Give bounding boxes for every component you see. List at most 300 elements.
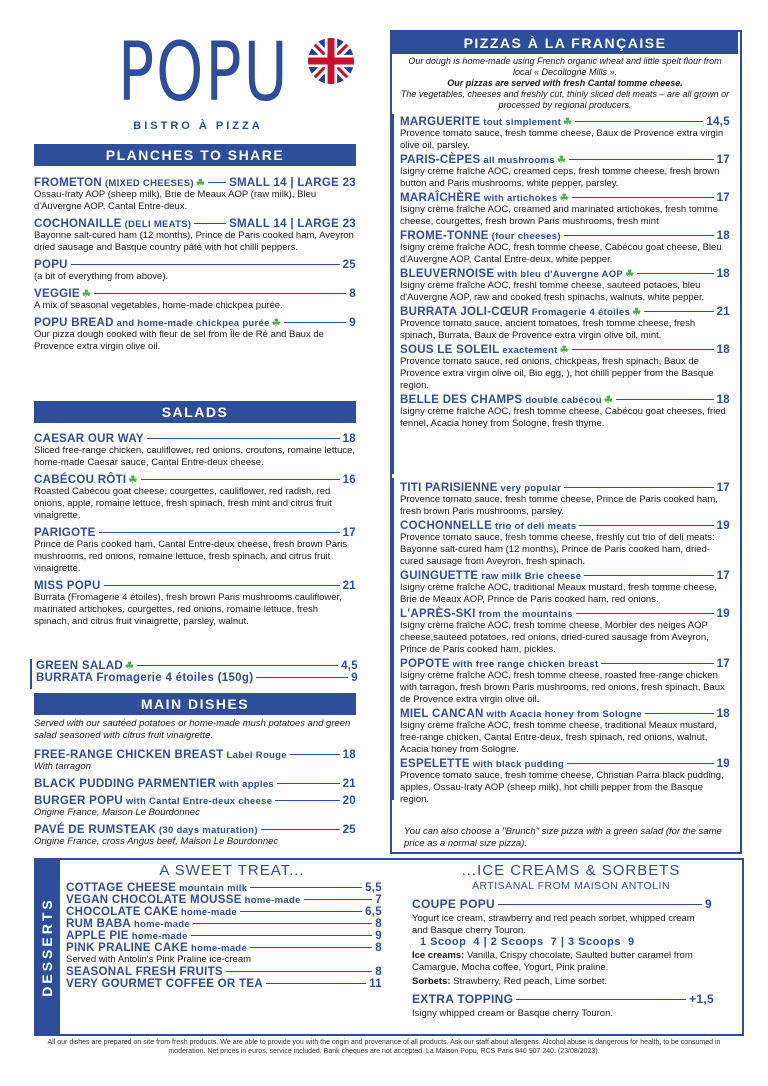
menu-item-desc: Provence tomato sauce, red onions, chickpeas, fresh spinach, Baux de Provence extra virgin olive oil, Bio egg, ), hot chilli pepper from the Basque region. <box>400 356 714 391</box>
menu-item <box>400 482 730 518</box>
menu-item <box>400 520 730 568</box>
leaf-icon: ☘ <box>625 269 635 280</box>
menu-item-title <box>66 942 382 954</box>
menu-item-title <box>400 520 730 532</box>
menu-item-name: FROME-TONNE (four cheeses) <box>400 230 561 242</box>
menu-item-extra: tout simplement <box>480 117 562 128</box>
menu-item <box>66 942 382 966</box>
menu-item-name: SEASONAL FRESH FRUITS <box>66 966 223 978</box>
menu-item-name: CHOCOLATE CAKE home-made <box>66 906 237 918</box>
menu-item-title <box>34 177 356 189</box>
logo-tagline: BISTRO À PIZZA <box>133 120 263 132</box>
leader-line <box>584 575 713 576</box>
leader-line <box>191 935 373 936</box>
leader-line <box>572 349 714 350</box>
menu-item-title <box>400 344 730 356</box>
pizzas-header: PIZZAS À LA FRANÇAISE <box>392 32 738 54</box>
menu-item <box>400 230 730 266</box>
menu-item-price: 9 <box>351 672 358 684</box>
planches-header: PLANCHES TO SHARE <box>34 144 356 166</box>
menu-item-title <box>400 608 730 620</box>
menu-item-price: 19 <box>716 520 730 532</box>
desserts-side-label: DESSERTS <box>34 858 60 1036</box>
sorbets-label: Sorbets: <box>412 976 451 987</box>
menu-item <box>66 894 382 906</box>
menu-item-extra: exactement <box>499 345 558 356</box>
leader-line <box>266 983 366 984</box>
menu-item-name: MIEL CANCAN with Acacia honey from Sologne <box>400 708 642 720</box>
menu-item-name: ESPELETTE with black pudding <box>400 758 565 770</box>
menu-item-title <box>400 758 730 770</box>
menu-item-price: 18 <box>342 433 356 445</box>
leader-line <box>141 479 340 480</box>
leaf-icon: ☘ <box>81 289 92 300</box>
menu-item-title <box>66 966 382 978</box>
menu-item-desc: Provence tomato sauce, fresh tomme cheese, Prince de Paris cooked ham, fresh brown Paris mushrooms, parsley. <box>400 494 718 517</box>
menu-item-price: 17 <box>342 527 356 539</box>
menu-item <box>34 580 356 628</box>
menu-item-title <box>34 218 356 230</box>
leader-line <box>645 713 714 714</box>
pizzas-intro-1: Our dough is home-made using French organic wheat and little spelt flour from local « Decollogne Mills ». <box>408 56 722 77</box>
coupe-popu <box>412 897 712 937</box>
menu-item-price: 17 <box>716 570 730 582</box>
menu-item-title <box>34 749 356 761</box>
menu-item-desc: Origine France, Maison Le Bourdonnec <box>34 807 200 818</box>
menu-item-title <box>66 906 382 918</box>
menu-item-title <box>34 824 356 836</box>
ice-creams-text: Vanilla, Crispy chocolate, Saulted butter caramel from Camargue, Mocha coffee, Yogurt, Pink praline. <box>412 950 693 973</box>
menu-item-title <box>400 268 730 280</box>
salads-list <box>34 428 356 628</box>
menu-item <box>34 177 356 213</box>
menu-item-extra: home-made <box>131 919 190 930</box>
menu-item-price: 25 <box>342 824 356 836</box>
menu-item <box>34 527 356 575</box>
leader-line <box>193 923 372 924</box>
menu-item-price: 18 <box>716 708 730 720</box>
logo-name: POPU <box>118 25 290 121</box>
menu-item <box>34 218 356 254</box>
leaf-icon: ☘ <box>271 318 281 329</box>
menu-item <box>400 116 730 152</box>
menu-item-name: RUM BABA home-made <box>66 918 190 930</box>
menu-item-name: CAESAR OUR WAY <box>34 433 144 445</box>
menu-item-desc: (a bit of everything from above). <box>34 271 169 282</box>
menu-item <box>36 672 358 684</box>
menu-item-extra: Fromagerie 4 étoiles <box>528 307 631 318</box>
menu-item-title <box>34 288 356 300</box>
menu-item-name: BLACK PUDDING PARMENTIER with apples <box>34 778 275 790</box>
menu-item <box>400 708 730 756</box>
pizzas-group1-bracket <box>392 114 400 474</box>
leader-line <box>579 525 713 526</box>
menu-item-desc: Bayonne salt-cured ham (12 months), Prince de Paris cooked ham, Aveyron dried sausage and Basque country pâté with hot chilli peppers. <box>34 230 354 253</box>
menu-item-name: BURRATA JOLI-CŒUR Fromagerie 4 étoiles ☘ <box>400 306 642 318</box>
menu-item-name: VEGGIE ☘ <box>34 288 92 300</box>
menu-item-desc: Roasted Cabécou goat cheese, courgettes, cauliflower, red radish, red onions, apple, romaine lettuce, fresh spinach, fresh mint and citrus fruit vinaigrette. <box>34 486 332 521</box>
leader-line <box>576 613 714 614</box>
leader-line <box>575 121 703 122</box>
main-intro: Served with our sautéed potatoes or home-made mush potatoes and green salad seasoned with citrus fruit vinaigrette. <box>34 718 351 741</box>
menu-item-price: 17 <box>716 192 730 204</box>
menu-item-desc: Isigny crème fraîche AOC, fresh tomme cheese, Morbier des neiges AOP cheese,sauteed potatoes, red onions, dried-cured sausage from Aveyron, Prince de Paris cooked ham, pickles. <box>400 620 709 655</box>
menu-item-extra: double cabécou <box>522 395 602 406</box>
menu-item-name: VEGAN CHOCOLATE MOUSSE home-made <box>66 894 301 906</box>
menu-item-price: 14,5 <box>706 116 730 128</box>
menu-item <box>400 154 730 190</box>
leaf-icon: ☘ <box>559 345 569 356</box>
menu-item-title <box>34 580 356 592</box>
menu-item-name: GREEN SALAD ☘ <box>36 660 135 672</box>
menu-item <box>400 394 730 430</box>
menu-item-name: POPU BREAD and home-made chickpea purée ☘ <box>34 317 281 329</box>
menu-item-extra: trio of deli meats <box>492 521 577 532</box>
menu-item-extra: and home-made chickpea purée <box>113 318 270 329</box>
topping-price: +1,5 <box>689 992 714 1006</box>
leaf-icon: ☘ <box>563 117 573 128</box>
leader-line <box>226 971 372 972</box>
menu-item-extra: (MIXED CHEESES) <box>102 178 194 189</box>
menu-item-price: 18 <box>716 394 730 406</box>
sweet-title: A SWEET TREAT... <box>159 862 305 879</box>
topping-name: EXTRA TOPPING <box>412 992 514 1006</box>
menu-item-title <box>400 116 730 128</box>
menu-item-name: COCHONAILLE (DELI MEATS) <box>34 218 192 230</box>
menu-item-extra: raw milk Brie cheese <box>478 571 582 582</box>
leaf-icon: ☘ <box>128 475 138 486</box>
menu-item-extra: with Cantal Entre-deux cheese <box>122 796 273 807</box>
menu-item <box>400 192 730 228</box>
leader-line <box>99 532 340 533</box>
salad-extras <box>36 660 358 684</box>
leader-line <box>250 947 372 948</box>
menu-item-desc: With tarragon <box>34 761 91 772</box>
menu-item <box>66 978 382 990</box>
menu-item <box>400 608 730 656</box>
menu-item-price: 17 <box>716 154 730 166</box>
coupe-name: COUPE POPU <box>412 897 496 911</box>
menu-item-name: TITI PARISIENNE very popular <box>400 482 562 494</box>
menu-item-price: 18 <box>716 268 730 280</box>
menu-item-name: POPU <box>34 259 68 271</box>
menu-item-desc: Isigny crème fraîche AOC, fresh tomme cheese, Cabécou goat cheeses, fried fennel, Acacia honey from Sologne, fresh thyme. <box>400 406 726 429</box>
menu-item <box>400 268 730 304</box>
coupe-desc: Yogurt ice cream, strawberry and red peach sorbet, whipped cream and Basque cherry Touron. <box>412 913 695 936</box>
menu-item <box>34 288 356 312</box>
menu-item-name: L'APRÈS-SKI from the mountains <box>400 608 573 620</box>
menu-item-name: PARIGOTE <box>34 527 96 539</box>
menu-item-price: 21 <box>342 580 356 592</box>
menu-item-extra: with artichokes <box>480 193 558 204</box>
leader-line <box>304 899 373 900</box>
leader-line <box>564 235 714 236</box>
footer-legal: All our dishes are prepared on site from fresh products. We are able to provide you with the origin and provenance of all products. Ask our staff about allergens. Alcohol abuse is dangerous for health, to be consumed in moderation. Net prices in euros, service included. Bank cheques are not accepted. La Maison Popu, RCS Paris 840 907 240. (23/08/2023). <box>47 1039 721 1055</box>
menu-item-title <box>400 192 730 204</box>
menu-item-extra: all mushrooms <box>480 155 555 166</box>
menu-item-extra: with apples <box>216 779 275 790</box>
menu-item-extra: with Acacia honey from Sologne <box>483 709 642 720</box>
ice-subtitle: ARTISANAL FROM MAISON ANTOLIN <box>471 880 671 892</box>
menu-item <box>66 882 382 894</box>
sorbets-list <box>412 976 726 988</box>
pizzas-group2-bracket <box>392 478 400 800</box>
menu-item-title <box>66 978 382 990</box>
leader-line <box>137 665 338 666</box>
menu-item-name: COTTAGE CHEESE mountain milk <box>66 882 248 894</box>
menu-item-price: 21 <box>342 778 356 790</box>
menu-item-title <box>66 918 382 930</box>
menu-item-extra: home-made <box>177 907 237 918</box>
menu-item <box>34 795 356 819</box>
menu-item-extra: home-made <box>128 931 188 942</box>
ice-title: ...ICE CREAMS & SORBETS <box>461 862 681 879</box>
menu-item <box>400 306 730 342</box>
menu-item-price: 16 <box>342 474 356 486</box>
menu-item-desc: Sliced free-range chicken, cauliflower, red onions, croutons, romaine lettuce, home-made Caesar sauce, Cantal Entre-deux cheese. <box>34 445 356 468</box>
menu-item-title <box>34 795 356 807</box>
menu-item <box>400 658 730 706</box>
menu-item-name: APPLE PIE home-made <box>66 930 188 942</box>
menu-item-title <box>400 230 730 242</box>
menu-item-desc: Provence tomato sauce, fresh tomme cheese, Christian Parra black pudding, apples, Ossau-Iraty AOP (sheep milk), hot chilli pepper from the Basque region. <box>400 770 724 805</box>
menu-item-price: SMALL 14 | LARGE 23 <box>229 218 356 230</box>
leader-line <box>616 399 713 400</box>
menu-item-extra: very popular <box>497 483 562 494</box>
menu-item-name: MISS POPU <box>34 580 101 592</box>
menu-item <box>66 930 382 942</box>
menu-item-price: 18 <box>716 230 730 242</box>
menu-item-extra: with bleu d'Auvergne AOP <box>494 269 624 280</box>
leader-line <box>275 800 339 801</box>
leader-line <box>284 322 346 323</box>
menu-item-name: BURRATA Fromagerie 4 étoiles (150g) <box>36 672 254 684</box>
menu-item-title <box>400 394 730 406</box>
logo <box>118 25 290 132</box>
menu-item-title <box>34 259 356 271</box>
leaf-icon: ☘ <box>603 395 614 406</box>
menu-item-price: 8 <box>349 288 356 300</box>
menu-item <box>34 259 356 283</box>
menu-item-price: 5,5 <box>365 882 382 894</box>
menu-item-name: BELLE DES CHAMPS double cabécou ☘ <box>400 394 614 406</box>
menu-item-title <box>34 474 356 486</box>
menu-item-desc: A mix of seasonal vegetables, home-made chickpea purée. <box>34 300 283 311</box>
menu-item <box>400 570 730 606</box>
menu-item-title <box>400 708 730 720</box>
menu-item-name: COCHONNELLE trio of deli meats <box>400 520 577 532</box>
menu-item-desc: Prince de Paris cooked ham, Cantal Entre-deux cheese, fresh brown Paris mushrooms, red onions, romaine lettuce, fresh spinach, and citrus fruit vinaigrette. <box>34 539 348 574</box>
menu-item-extra: mountain milk <box>176 883 248 894</box>
leader-line <box>564 487 713 488</box>
leaf-icon: ☘ <box>125 661 135 672</box>
salads-header: SALADS <box>34 401 356 423</box>
leader-line <box>194 223 226 224</box>
leader-line <box>147 438 340 439</box>
menu-item-title <box>34 527 356 539</box>
leader-line <box>290 754 340 755</box>
menu-item-name: MARAÎCHÈRE with artichokes ☘ <box>400 192 569 204</box>
menu-item-title <box>36 672 358 684</box>
menu-item-price: 11 <box>369 978 382 990</box>
leader-line <box>644 311 713 312</box>
menu-item-name: PINK PRALINE CAKE home-made <box>66 942 247 954</box>
menu-item-desc: Isigny crème fraîche AOC, traditional Meaux mustard, fresh tomme cheese, Brie de Meaux AOP, Prince de Paris cooked ham, red onions. <box>400 582 717 605</box>
menu-item-name: BLEUVERNOISE with bleu d'Auvergne AOP ☘ <box>400 268 635 280</box>
menu-item-price: 4,5 <box>341 660 358 672</box>
menu-item-price: 19 <box>716 758 730 770</box>
menu-item-name: FREE-RANGE CHICKEN BREAST Label Rouge <box>34 749 287 761</box>
pizzas-intro-3: The vegetables, cheeses and freshly cut, thinly sliced deli meats – are all grown or processed by regional producers. <box>400 89 730 110</box>
menu-item-desc: Our pizza dough cooked with fleur de sel from Île de Ré and Baux de Provence extra virgin olive oil. <box>34 329 324 352</box>
menu-item-desc: Isigny crème fraîche AOC, fresh tomme cheese, roasted free-range chicken with tarragon, fresh brown Paris mushrooms, red onions, fresh spinach, Baux de Provence extra virgin olive oil. <box>400 670 725 705</box>
menu-item-extra: (DELI MEATS) <box>121 219 192 230</box>
menu-item <box>66 906 382 918</box>
sorbets-text: Strawberry, Red peach, Lime sorbet. <box>453 976 608 987</box>
menu-item-desc: Served with Antolin's Pink Praline ice-cream <box>66 954 252 965</box>
menu-item-title <box>400 154 730 166</box>
brunch-note: You can also choose a "Brunch" size pizza with a green salad (for the same price as a normal size pizza). <box>404 826 722 849</box>
main-list <box>34 744 356 848</box>
menu-item-title <box>34 778 356 790</box>
menu-item-title <box>400 306 730 318</box>
menu-item-name: VERY GOURMET COFFEE OR TEA <box>66 978 263 990</box>
leader-line <box>71 264 340 265</box>
menu-item-title <box>400 482 730 494</box>
pizzas-list-1 <box>400 114 730 430</box>
menu-item-extra: (30 days maturation) <box>155 825 258 836</box>
menu-item-extra: (four cheeses) <box>488 231 561 242</box>
topping-desc: Isigny whipped cream or Basque cherry Touron. <box>412 1008 614 1019</box>
menu-item-price: 20 <box>342 795 356 807</box>
leader-line <box>208 182 226 183</box>
menu-item-price: 6,5 <box>365 906 382 918</box>
leader-line <box>94 293 346 294</box>
menu-item-price: 21 <box>716 306 730 318</box>
desserts-list <box>66 882 382 990</box>
menu-item-price: 7 <box>375 894 382 906</box>
menu-item-desc: Isigny crème fraîche AOC, fresh tomme cheese, traditional Meaux mustard, free-range chicken, Cantal Entre-deux, fresh spinach, red onions, walnut, Acacia honey from Sologne. <box>400 720 717 755</box>
menu-item <box>34 317 356 353</box>
menu-item-name: CABÉCOU RÔTI ☘ <box>34 474 138 486</box>
menu-item-desc: Origine France, cross Angus beef, Maison Le Bourdonnec <box>34 836 279 847</box>
leader-line <box>569 159 713 160</box>
menu-item-price: 17 <box>716 658 730 670</box>
leader-line <box>567 763 713 764</box>
menu-item-title <box>400 570 730 582</box>
leader-line <box>637 273 713 274</box>
menu-item-title <box>66 930 382 942</box>
menu-item-extra: home-made <box>188 943 247 954</box>
menu-item-title <box>400 658 730 670</box>
leaf-icon: ☘ <box>559 193 569 204</box>
menu-item-name: PAVÉ DE RUMSTEAK (30 days maturation) <box>34 824 258 836</box>
menu-item-title <box>36 660 358 672</box>
menu-item-name: SOUS LE SOLEIL exactement ☘ <box>400 344 569 356</box>
menu-item-name: BURGER POPU with Cantal Entre-deux cheese <box>34 795 273 807</box>
menu-item <box>400 758 730 806</box>
planches-list <box>34 172 356 353</box>
ice-creams-label: Ice creams: <box>412 950 465 961</box>
menu-item-extra: Label Rouge <box>223 750 287 761</box>
menu-item-desc: Provence tomato sauce, ancient tomatoes, fresh tomme cheese, fresh spinach, Burrata, Baux de Provence extra virgin olive oil, mint. <box>400 318 696 341</box>
menu-item-price: 18 <box>716 344 730 356</box>
menu-item-name: GUINGUETTE raw milk Brie cheese <box>400 570 582 582</box>
leader-line <box>601 663 713 664</box>
leader-line <box>104 585 340 586</box>
leader-line <box>277 783 340 784</box>
menu-item-price: 17 <box>716 482 730 494</box>
menu-item-desc: Provence tomato sauce, fresh tomme cheese, Baux de Provence extra virgin olive oil, parsley. <box>400 128 724 151</box>
menu-item-price: 19 <box>716 608 730 620</box>
menu-item-desc: Isigny crème fraîche AOC, creamed ceps, fresh tomme cheese, fresh brown button and Paris mushrooms, white pepper, parsley. <box>400 166 720 189</box>
leaf-icon: ☘ <box>632 307 642 318</box>
menu-item <box>34 474 356 522</box>
menu-item-price: 9 <box>375 930 382 942</box>
menu-item <box>36 660 358 672</box>
menu-item-title <box>34 317 356 329</box>
menu-item-title <box>66 882 382 894</box>
menu-item-title <box>34 433 356 445</box>
menu-item <box>34 824 356 848</box>
pizzas-list-2 <box>400 480 730 806</box>
menu-item-desc: Burrata (Fromagerie 4 étoiles), fresh brown Paris mushrooms cauliflower, marinated artichokes, courgettes, red onions, romaine lettuce, fresh spinach, and citrus fruit vinaigrette, parsley, walnut. <box>34 592 342 627</box>
ice-creams-list <box>412 950 726 974</box>
menu-item-extra: from the mountains <box>475 609 573 620</box>
leaf-icon: ☘ <box>556 155 567 166</box>
menu-item-extra: with black pudding <box>469 759 565 770</box>
leader-line <box>240 911 362 912</box>
menu-item-price: 9 <box>349 317 356 329</box>
menu-item <box>34 749 356 773</box>
coupe-price: 9 <box>705 897 712 911</box>
menu-item-price: 25 <box>342 259 356 271</box>
menu-item-name: MARGUERITE tout simplement ☘ <box>400 116 573 128</box>
menu-item-desc: Isigny crème fraîche AOC, creamed and marinated artichokes, fresh tomme cheese, courgettes, fresh brown Paris mushrooms, fresh mint <box>400 204 718 227</box>
menu-item-name: POPOTE with free range chicken breast <box>400 658 599 670</box>
leader-line <box>256 677 348 678</box>
menu-item-extra: with free range chicken breast <box>449 659 599 670</box>
leaf-icon: ☘ <box>195 178 206 189</box>
menu-item-desc: Isigny crème fraîche AOC, fresh tomme cheese, Cabécou goat cheese, Bleu d'Auvergne AOP, Cantal Entre-deux, white pepper. <box>400 242 722 265</box>
leader-line <box>261 829 340 830</box>
menu-item-price: SMALL 14 | LARGE 23 <box>229 177 356 189</box>
menu-item-price: 18 <box>342 749 356 761</box>
menu-item-title <box>66 894 382 906</box>
scoops-prices: 1 Scoop 4 | 2 Scoops 7 | 3 Scoops 9 <box>420 936 635 948</box>
menu-item-desc: Provence tomato sauce, fresh tomme cheese, freshly cut trio of deli meats: Bayonne salt-cured ham (12 months), Prince de Paris cooked ham, dried-cured sausage from Aveyron, fresh spinach. <box>400 532 715 567</box>
menu-item-price: 8 <box>375 942 382 954</box>
menu-item <box>66 966 382 978</box>
menu-item-desc: Ossau-Iraty AOP (sheep milk), Brie de Meaux AOP (raw milk), Bleu d'Auvergne AOP, Cantal Entre-deux. <box>34 189 317 212</box>
leader-line <box>250 887 362 888</box>
menu-item-price: 8 <box>375 918 382 930</box>
menu-item-name: FROMETON (MIXED CHEESES) ☘ <box>34 177 206 189</box>
pizzas-intro-2: Our pizzas are served with fresh Cantal tomme cheese. <box>447 78 683 88</box>
menu-item-extra: home-made <box>241 895 301 906</box>
menu-item-price: 8 <box>375 966 382 978</box>
menu-item <box>400 344 730 392</box>
uk-flag-icon[interactable] <box>308 38 354 84</box>
menu-item <box>34 433 356 469</box>
menu-item <box>66 918 382 930</box>
menu-item <box>34 778 356 790</box>
pizzas-intro <box>400 56 730 111</box>
main-header: MAIN DISHES <box>34 693 356 715</box>
menu-item-name: PARIS-CÈPES all mushrooms ☘ <box>400 154 567 166</box>
leader-line <box>572 197 714 198</box>
extra-topping <box>412 992 714 1020</box>
